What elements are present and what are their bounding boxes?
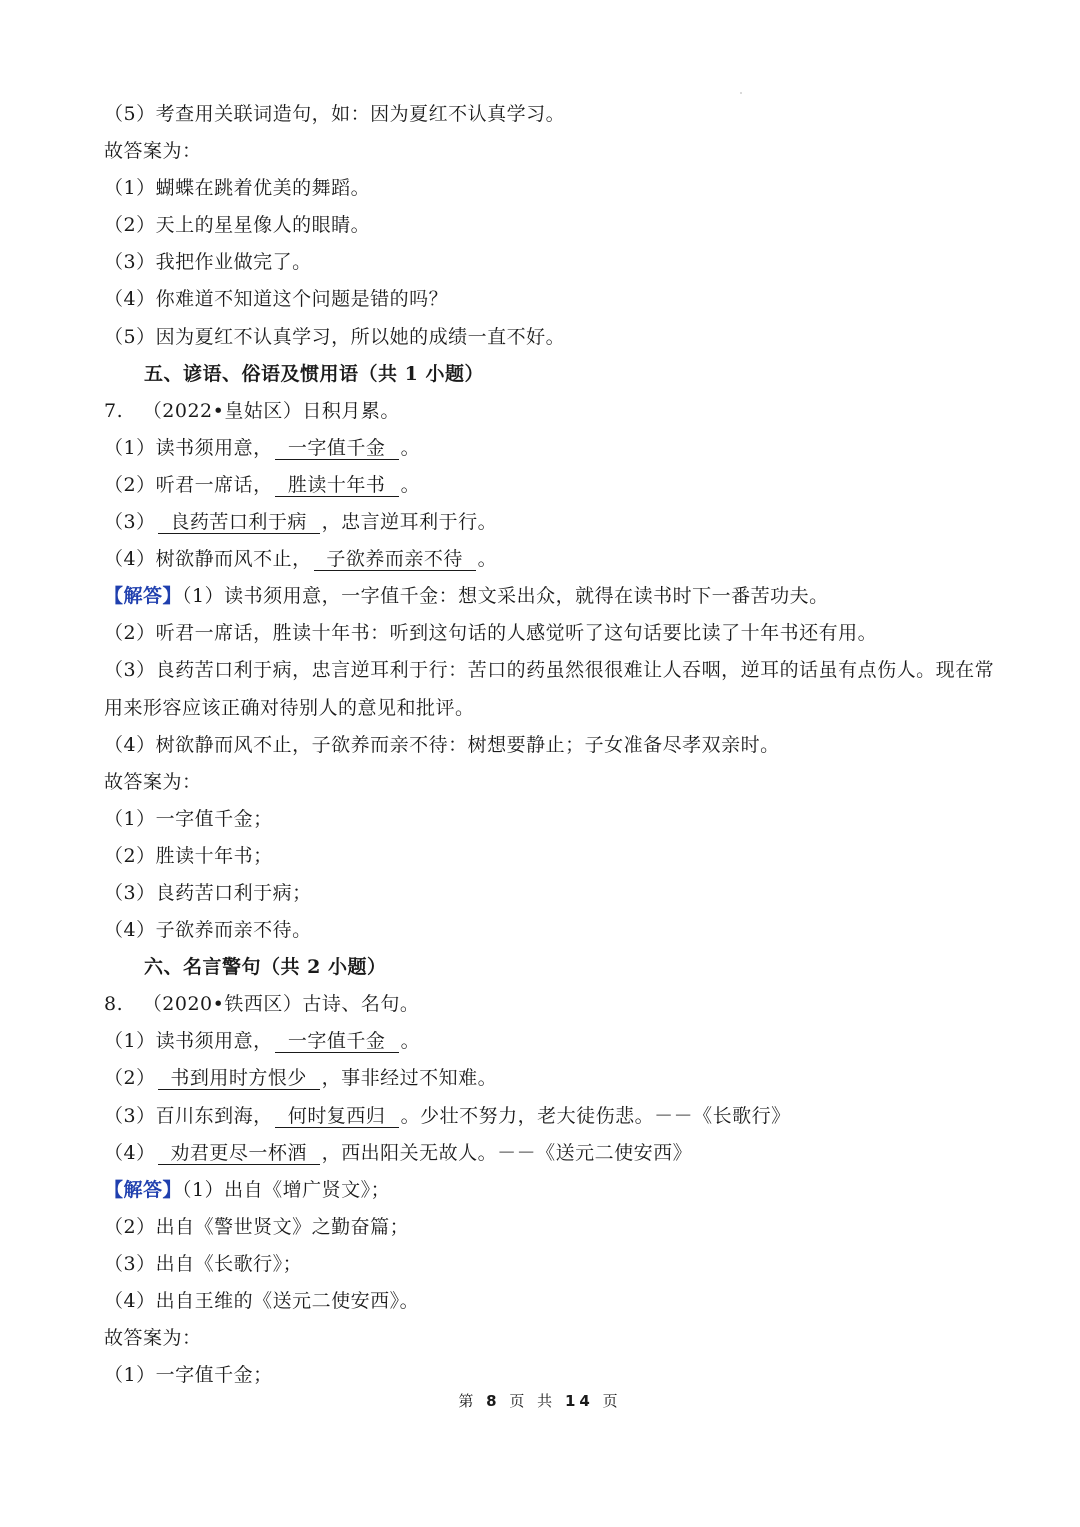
analysis-line: （2）出自《警世贤文》之勤奋篇； bbox=[104, 1215, 410, 1238]
item-suffix: ，西出阳关无故人。－－《送元二使安西》 bbox=[321, 1141, 693, 1164]
section-heading: 六、名言警句（共 2 小题） bbox=[144, 956, 387, 979]
item-prefix: （3） bbox=[104, 511, 156, 534]
question-number: 8. bbox=[104, 993, 124, 1016]
question-header bbox=[104, 393, 994, 430]
result-line: （1）一字值千金； bbox=[104, 807, 273, 830]
fill-blank-item bbox=[104, 1060, 994, 1097]
item-suffix: ，事非经过不知难。 bbox=[321, 1067, 498, 1090]
text-line: （2）天上的星星像人的眼睛。 bbox=[104, 214, 371, 237]
answer-blank: 劝君更尽一杯酒 bbox=[158, 1142, 320, 1165]
page-footer bbox=[0, 1390, 1080, 1411]
text-line: 故答案为： bbox=[104, 140, 202, 163]
fill-blank-item bbox=[104, 504, 994, 541]
analysis-text: （1）读书须用意，一字值千金：想文采出众，就得在读书时下一番苦功夫。 bbox=[182, 585, 829, 608]
result-line: （4）子欲养而亲不待。 bbox=[104, 919, 312, 942]
question-header bbox=[104, 986, 994, 1023]
answer-tag: 【解答】 bbox=[104, 1178, 183, 1201]
item-prefix: （4） bbox=[104, 1141, 156, 1164]
section-heading: 五、谚语、俗语及惯用语（共 1 小题） bbox=[144, 362, 484, 385]
text-line: （3）我把作业做完了。 bbox=[104, 251, 312, 274]
answer-blank: 何时复西归 bbox=[275, 1105, 399, 1128]
analysis-line: （4）树欲静而风不止，子欲养而亲不待：树想要静止；子女准备尽孝双亲时。 bbox=[104, 733, 780, 756]
analysis-line: （2）听君一席话，胜读十年书：听到这句话的人感觉听了这句话要比读了十年书还有用。 bbox=[104, 622, 878, 645]
result-line: （3）良药苦口利于病； bbox=[104, 881, 312, 904]
current-page-number: 8 bbox=[486, 1392, 501, 1410]
item-prefix: （4）树欲静而风不止， bbox=[104, 548, 312, 571]
footer-prefix: 第 bbox=[458, 1392, 478, 1410]
answer-blank: 一字值千金 bbox=[275, 437, 399, 460]
result-label: 故答案为： bbox=[104, 1327, 202, 1350]
result-label: 故答案为： bbox=[104, 770, 202, 793]
fill-blank-item bbox=[104, 467, 994, 504]
fill-blank-item bbox=[104, 1135, 994, 1172]
text-line: （5）因为夏红不认真学习，所以她的成绩一直不好。 bbox=[104, 325, 566, 348]
analysis-line bbox=[104, 578, 994, 615]
item-prefix: （3）百川东到海， bbox=[104, 1104, 273, 1127]
answer-blank: 书到用时方恨少 bbox=[158, 1067, 320, 1090]
item-suffix: ，忠言逆耳利于行。 bbox=[321, 511, 498, 534]
item-prefix: （2）听君一席话， bbox=[104, 473, 273, 496]
answer-blank: 胜读十年书 bbox=[275, 474, 399, 497]
footer-suffix: 页 bbox=[602, 1392, 622, 1410]
question-source: （2022•皇姑区）日积月累。 bbox=[142, 399, 400, 422]
fill-blank-item bbox=[104, 430, 994, 467]
text-line: （5）考查用关联词造句，如：因为夏红不认真学习。 bbox=[104, 103, 566, 125]
fill-blank-item bbox=[104, 1098, 994, 1135]
text-line: （4）你难道不知道这个问题是错的吗？ bbox=[104, 288, 449, 311]
analysis-line: （4）出自王维的《送元二使安西》。 bbox=[104, 1290, 420, 1312]
item-suffix: 。 bbox=[477, 548, 498, 571]
analysis-line: （3）良药苦口利于病，忠言逆耳利于行：苦口的药虽然很很难让人吞咽，逆耳的话虽有点伤人。现在常 bbox=[104, 659, 995, 682]
scan-speck bbox=[740, 92, 742, 94]
item-prefix: （1）读书须用意， bbox=[104, 436, 273, 459]
analysis-line: （3）出自《长歌行》； bbox=[104, 1252, 303, 1275]
total-pages-number: 14 bbox=[564, 1392, 594, 1410]
page-content bbox=[104, 96, 994, 1394]
fill-blank-item bbox=[104, 541, 994, 578]
item-suffix: 。少壮不努力，老大徒伤悲。－－《长歌行》 bbox=[400, 1104, 791, 1127]
item-prefix: （1）读书须用意， bbox=[104, 1030, 273, 1053]
fill-blank-item bbox=[104, 1023, 994, 1060]
answer-blank: 一字值千金 bbox=[275, 1030, 399, 1053]
question-source: （2020•铁西区）古诗、名句。 bbox=[142, 993, 420, 1016]
item-suffix: 。 bbox=[400, 1030, 421, 1053]
answer-blank: 子欲养而亲不待 bbox=[314, 548, 476, 571]
analysis-line: 用来形容应该正确对待别人的意见和批评。 bbox=[104, 696, 475, 719]
result-line: （1）一字值千金； bbox=[104, 1364, 273, 1387]
text-line: （1）蝴蝶在跳着优美的舞蹈。 bbox=[104, 177, 371, 200]
item-suffix: 。 bbox=[400, 473, 421, 496]
question-number: 7. bbox=[104, 399, 124, 422]
analysis-text: （1）出自《增广贤文》； bbox=[182, 1178, 391, 1201]
footer-middle: 页 共 bbox=[509, 1392, 557, 1410]
answer-blank: 良药苦口利于病 bbox=[158, 511, 320, 534]
answer-tag: 【解答】 bbox=[104, 585, 183, 608]
item-suffix: 。 bbox=[400, 436, 421, 459]
analysis-line bbox=[104, 1172, 994, 1209]
item-prefix: （2） bbox=[104, 1067, 156, 1090]
result-line: （2）胜读十年书； bbox=[104, 844, 273, 867]
